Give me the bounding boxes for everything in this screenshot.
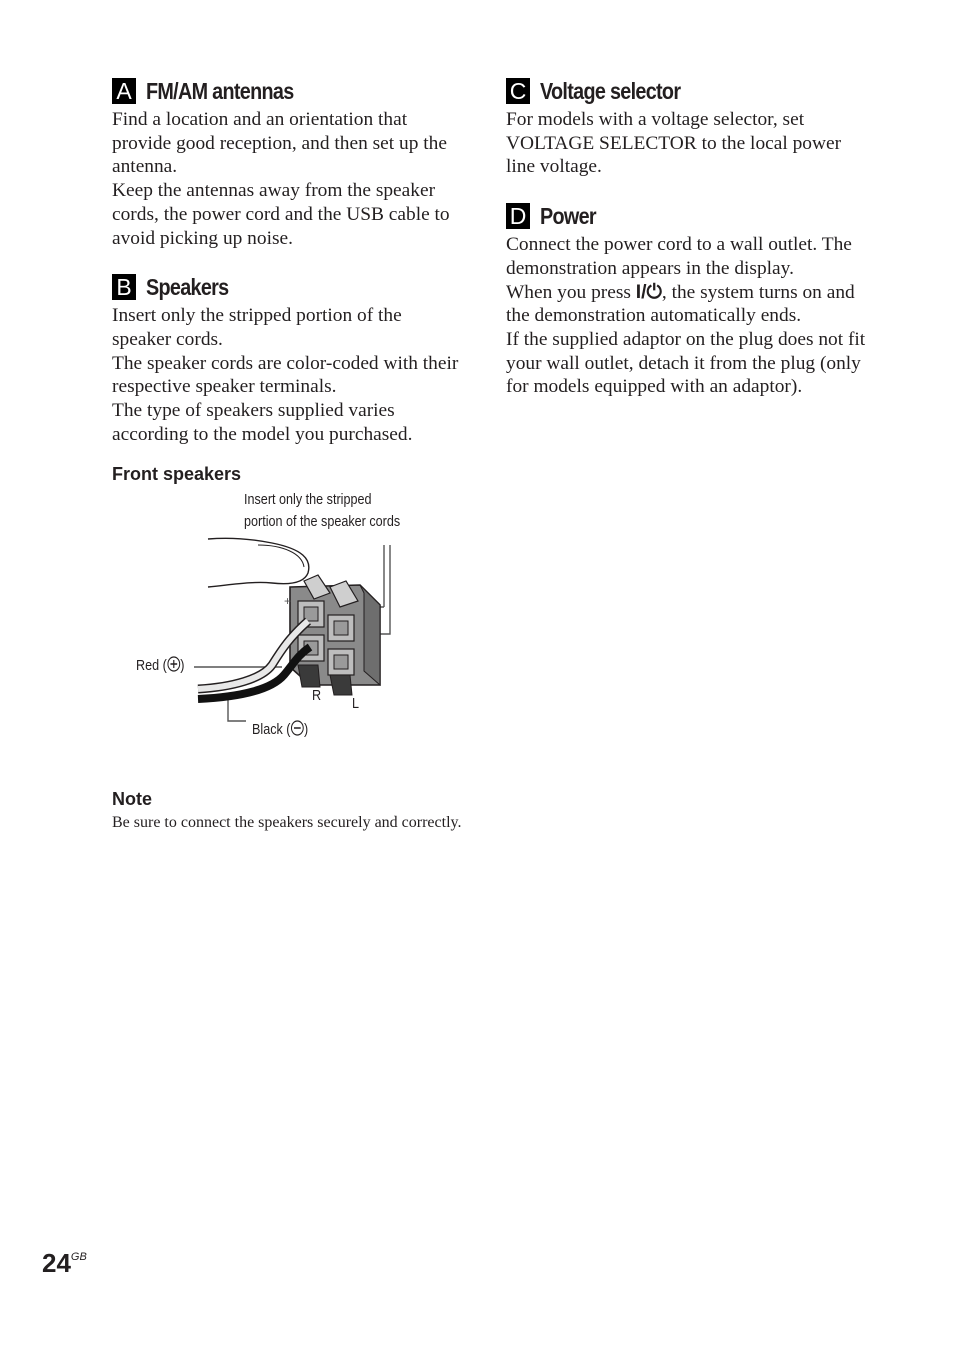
section-c-para1: For models with a voltage selector, set VOLTAGE SELECTOR to the local power line voltage. xyxy=(506,109,842,178)
section-d-heading xyxy=(506,201,866,231)
section-d-para3: If the supplied adaptor on the plug does not fit your wall outlet, detach it from the plug (only for models equipped with an adaptor). xyxy=(506,328,866,398)
section-b-para1: Insert only the stripped portion of the speaker cords. xyxy=(112,305,402,350)
terminal-r-label: R xyxy=(312,687,322,705)
terminal-l-label: L xyxy=(352,695,360,713)
black-label-close: ) xyxy=(303,721,309,739)
insert-label-line1: Insert only the stripped xyxy=(244,491,372,509)
svg-text:+: + xyxy=(284,594,292,609)
section-a-letter: A xyxy=(112,78,136,104)
power-icon: I/⏻ xyxy=(635,280,662,303)
section-d-letter: D xyxy=(506,203,530,229)
section-c-letter: C xyxy=(506,78,530,104)
section-c-heading xyxy=(506,76,866,106)
page-number-value: 24 xyxy=(42,1248,71,1278)
note-text: Be sure to connect the speakers securely and correctly. xyxy=(112,814,462,832)
section-c-title: Voltage selector xyxy=(540,77,681,104)
section-d-para1: Connect the power cord to a wall outlet. The demonstration appears in the display. xyxy=(506,234,852,279)
section-a-heading xyxy=(112,76,464,106)
speaker-terminal-illustration xyxy=(112,489,464,769)
front-speakers-heading: Front speakers xyxy=(112,464,242,485)
insert-label-line2: portion of the speaker cords xyxy=(244,513,401,531)
note-heading: Note xyxy=(112,789,152,810)
red-label-close: ) xyxy=(180,657,185,675)
section-d-para2-before: When you press xyxy=(506,281,636,303)
section-d-para2-after: , the system turns on and the demonstration automatically ends. xyxy=(506,281,855,327)
section-b-para3: The type of speakers supplied varies according to the model you purchased. xyxy=(112,400,413,445)
section-d-para2 xyxy=(506,281,866,328)
section-b-para2: The speaker cords are color-coded with their respective speaker terminals. xyxy=(112,352,459,398)
section-a-title: FM/AM antennas xyxy=(146,77,294,104)
section-b-letter: B xyxy=(112,274,136,300)
page-number xyxy=(42,1248,87,1279)
left-column xyxy=(112,76,464,833)
section-d-title: Power xyxy=(540,202,596,229)
black-label-text: Black ( xyxy=(252,721,291,739)
section-b-title: Speakers xyxy=(146,273,229,300)
right-column xyxy=(506,76,866,399)
page-suffix: GB xyxy=(70,1251,87,1263)
section-b-heading xyxy=(112,272,464,302)
section-a-para2: Keep the antennas away from the speaker cords, the power cord and the USB cable to avoid picking up noise. xyxy=(112,180,450,249)
section-a-para1: Find a location and an orientation that provide good reception, and then set up the antenna. xyxy=(112,109,447,178)
speaker-terminal-figure xyxy=(112,489,464,769)
red-label-text: Red ( xyxy=(136,657,167,675)
